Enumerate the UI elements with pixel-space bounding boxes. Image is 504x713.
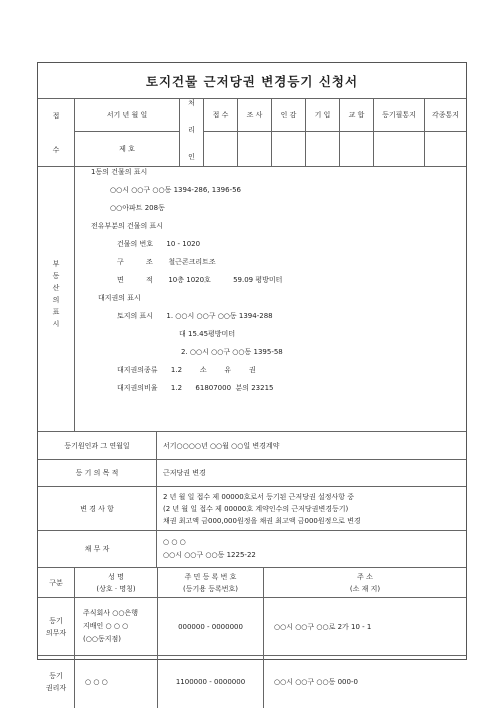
reception-label-top: 접: [52, 111, 60, 120]
address-header: [264, 568, 467, 598]
property-line: 건물의 번호 10 - 1020: [117, 240, 201, 248]
property-line: 대지권의 표시: [98, 294, 141, 302]
property-line: 면 적 10층 1020호 59.09 평방미터: [117, 276, 283, 284]
changes-line: 2 년 월 일 접수 제 00000호로서 등기된 근저당권 설정사항 중: [163, 492, 354, 501]
step-collation: 교 합: [340, 99, 374, 132]
step-inspection: 조 사: [238, 99, 272, 132]
obligor-name: [75, 598, 158, 656]
changes-value: [157, 487, 467, 531]
parties-table: [38, 567, 466, 708]
obligee-role: 등기 권리자: [45, 671, 67, 692]
address-header-bottom: (소 재 지): [349, 584, 381, 593]
parties-col-label: 구분: [38, 568, 75, 598]
id-header-bottom: (등기용 등록번호): [182, 584, 239, 593]
step-reception: 접 수: [204, 99, 238, 132]
reception-label: [38, 99, 75, 167]
obligor-name-line: 주식회사 ○○은행: [83, 609, 139, 617]
changes-line: 채권 최고액 금000,000원정을 채권 최고액 금000원정으로 변경: [163, 516, 361, 525]
application-form: [37, 62, 467, 692]
step-completion-notice: 등기필통지: [374, 99, 425, 132]
handler-label-text: 처 리 인: [187, 99, 196, 166]
property-section: [38, 161, 466, 432]
property-label-cell: [38, 161, 75, 431]
property-line: 1동의 건물의 표시: [91, 168, 148, 176]
obligor-name-line: (○○동지점): [83, 635, 121, 643]
form-title: 토지건물 근저당권 변경등기 신청서: [38, 63, 466, 99]
obligor-name-line: 지배인 ○ ○ ○: [83, 622, 129, 630]
property-line: 대지권의종류 1.2 소 유 권: [117, 366, 256, 374]
reception-date: 서기 년 월 일: [75, 99, 180, 132]
obligee-name: ○ ○ ○: [75, 656, 158, 708]
obligor-id: 000000 - 0000000: [158, 598, 264, 656]
changes-label: 변 경 사 항: [38, 487, 157, 531]
registration-details-table: [38, 431, 466, 568]
property-line: 토지의 표시 1. ○○시 ○○구 ○○동 1394-288: [117, 312, 273, 320]
name-header-top: 성 명: [108, 572, 124, 581]
purpose-label: 등 기 의 목 적: [38, 460, 157, 487]
name-header: [75, 568, 158, 598]
debtor-address: ○○시 ○○구 ○○동 1225-22: [163, 551, 256, 559]
property-line: 대 15.45평방미터: [179, 330, 236, 338]
address-header-top: 주 소: [357, 572, 373, 581]
reception-number: 제 호: [75, 132, 180, 167]
obligee-address: ○○시 ○○구 ○○동 000-0: [264, 656, 467, 708]
name-header-bottom: (상호 · 명칭): [96, 584, 136, 593]
obligor-address: ○○시 ○○구 ○○로 2가 10 - 1: [264, 598, 467, 656]
obligor-label: [38, 598, 75, 656]
reception-label-bottom: 수: [52, 145, 60, 154]
property-line: 구 조 철근콘크리트조: [117, 258, 216, 266]
id-header: [158, 568, 264, 598]
step-seal: 인 감: [272, 99, 306, 132]
property-line: ○○아파트 208동: [110, 204, 165, 212]
property-line: ○○시 ○○구 ○○동 1394-286, 1396-56: [110, 186, 242, 194]
property-label: 부동산의표시: [52, 260, 60, 332]
obligee-label: [38, 656, 75, 708]
cause-label: 등기원인과 그 연월일: [38, 432, 157, 460]
changes-line: (2 년 월 일 접수 제 00000호 계약인수의 근저당권변경등기): [163, 504, 349, 513]
purpose-value: 근저당권 변경: [157, 460, 467, 487]
debtor-value: [157, 531, 467, 568]
debtor-name: ○ ○ ○: [163, 538, 186, 546]
property-line: 대지권의비율 1.2 61807000 분의 23215: [117, 384, 274, 392]
obligee-id: 1100000 - 0000000: [158, 656, 264, 708]
obligor-role: 등기 의무자: [45, 616, 67, 637]
step-entry: 기 입: [306, 99, 340, 132]
step-other-notice: 각종통지: [425, 99, 467, 132]
debtor-label: 채 무 자: [38, 531, 157, 568]
handler-label: [180, 99, 204, 167]
property-line: 전유부분의 건물의 표시: [91, 222, 164, 230]
property-line: 2. ○○시 ○○구 ○○동 1395-58: [181, 348, 283, 356]
id-header-top: 주 민 등 록 번 호: [184, 572, 237, 581]
cause-value: 서기○○○○년 ○○월 ○○일 변경계약: [157, 432, 467, 460]
reception-table: [38, 98, 466, 167]
